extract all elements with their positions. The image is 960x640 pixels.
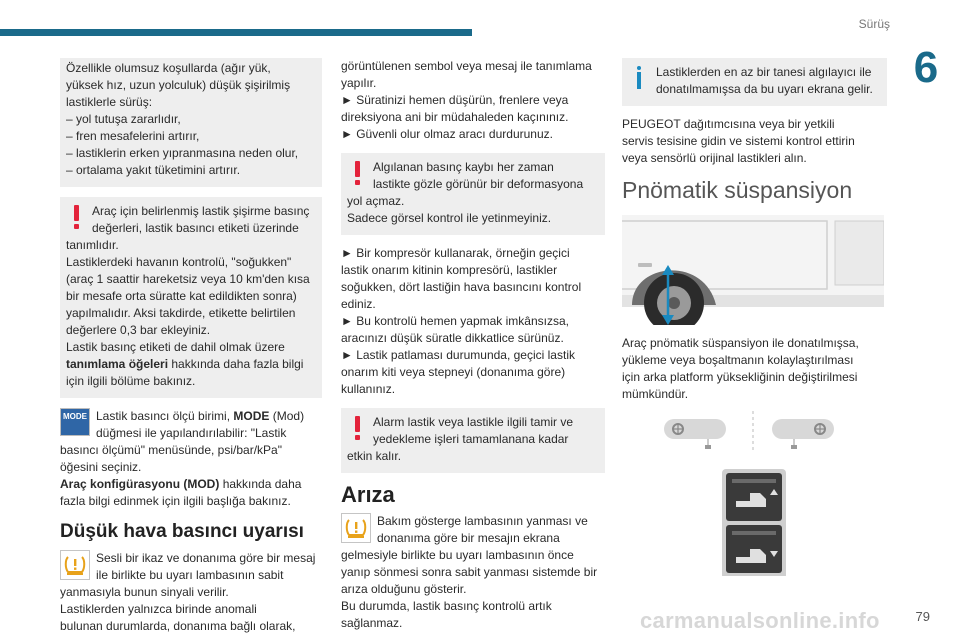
body-line: ediniz. <box>341 297 376 311</box>
bold-term: Araç konfigürasyonu (MOD) <box>60 477 220 491</box>
body-line: veya sensörlü orijinal lastikleri alın. <box>622 151 807 165</box>
body-line: ► Bu kontrolü hemen yapmak imkânsızsa, <box>341 314 569 328</box>
chapter-number: 6 <box>913 43 939 92</box>
body-line: Araç pnömatik süspansiyon ile donatılmışsa, <box>622 336 859 350</box>
body-line: Bu durumda, lastik basınç kontrolü artık <box>341 599 552 613</box>
raised-van-icon <box>664 419 726 449</box>
body-line: servis tesisine gidin ve sistemi kontrol ettirin <box>622 134 855 148</box>
warning-line: etkin kalır. <box>347 449 402 463</box>
info-line: Lastiklerden en az bir tanesi algılayıcı ile <box>656 65 872 79</box>
body-line: ile birlikte bu uyarı lambasının sabit <box>96 568 284 582</box>
suspension-control-diagram <box>622 411 884 576</box>
warning-box-alarm <box>341 408 605 473</box>
header-accent-bar <box>0 29 472 36</box>
bold-term: tanımlama öğeleri <box>66 357 169 371</box>
warning-line: değerlere 0,3 bar ekleyiniz. <box>66 323 211 337</box>
info-line: donatılmamışsa da bu uyarı ekrana gelir. <box>656 82 873 96</box>
tire-pressure-warning-icon <box>60 550 90 580</box>
body-line: PEUGEOT dağıtımcısına veya bir yetkili <box>622 117 835 131</box>
note-line: Özellikle olumsuz koşullarda (ağır yük, <box>66 61 271 75</box>
bold-term: MODE <box>233 409 270 423</box>
section-heading-low-pressure: Düşük hava basıncı uyarısı <box>60 521 304 542</box>
suspension-button-panel <box>722 469 786 576</box>
tire-pressure-warning-icon <box>341 513 371 543</box>
column-3 <box>622 58 887 576</box>
note-line: – ortalama yakıt tüketimini artırır. <box>66 163 241 177</box>
section-heading-pneumatic-suspension: Pnömatik süspansiyon <box>622 177 853 203</box>
mode-icon-label: MODE <box>63 412 87 421</box>
body-line: yanmasıyla bunun sinyali verilir. <box>60 585 229 599</box>
section-heading-fault: Arıza <box>341 482 395 507</box>
warning-line: Araç için belirlenmiş lastik şişirme basınç <box>92 204 310 218</box>
mode-line: öğesini seçiniz. <box>60 460 142 474</box>
note-line: yüksek hız, uzun yolculuk) düşük şişirilmiş <box>66 78 291 92</box>
body-line: bulunan durumlarda, donanıma bağlı olarak, <box>60 619 296 633</box>
warning-exclamation-icon <box>347 159 367 187</box>
lowered-van-icon <box>772 419 834 449</box>
warning-line: lastikte gözle görünür bir deformasyona <box>373 177 584 191</box>
body-line: gelmesiyle birlikte bu uyarı lambasının önce <box>341 548 574 562</box>
mode-line: düğmesi ile yapılandırılabilir: "Lastik <box>96 426 287 440</box>
warning-line: tanımlıdır. <box>66 238 119 252</box>
body-line: ► Güvenli olur olmaz aracı durdurunuz. <box>341 127 553 141</box>
body-line: sağlanmaz. <box>341 616 403 630</box>
body-line: mümkündür. <box>622 387 689 401</box>
warning-line: değerleri, lastik basıncı etiketi üzerinde <box>92 221 299 235</box>
body-line: donanıma göre bir mesajın ekrana <box>377 531 560 545</box>
note-line: lastiklerle sürüş: <box>66 95 153 109</box>
warning-line: (araç 1 saattir hareketsiz veya 10 km'den kısa <box>66 272 310 286</box>
warning-line: bir mesafe orta süratte kat edildikten sonra) <box>66 289 297 303</box>
warning-line: Alarm lastik veya lastikle ilgili tamir ve <box>373 415 574 429</box>
body-line: lastik onarım kitinin kompresörü, lastikler <box>341 263 558 277</box>
van-rear-wheel-illustration <box>622 215 884 325</box>
warning-box-pressure-label <box>60 197 322 398</box>
body-line: soğukken, dört lastiğin hava basıncını kontrol <box>341 280 582 294</box>
body-line: yükleme veya boşaltmanın kolaylaştırılması <box>622 353 854 367</box>
warning-line: için ilgili bölüme bakınız. <box>66 374 196 388</box>
mode-line: basıncı ölçümü" menüsünde, psi/bar/kPa" <box>60 443 282 457</box>
warning-exclamation-icon <box>66 203 86 231</box>
body-line: ► Lastik patlaması durumunda, geçici lastik <box>341 348 575 362</box>
section-label: Sürüş <box>858 17 890 31</box>
note-line: – yol tutuşa zararlıdır, <box>66 112 181 126</box>
warning-line <box>66 356 316 373</box>
fault-paragraph <box>341 513 605 632</box>
page-number: 79 <box>915 609 930 624</box>
warning-text: hakkında daha fazla bilgi <box>168 357 304 371</box>
body-line: ► Süratinizi hemen düşürün, frenlere veya <box>341 93 569 107</box>
note-line: – fren mesafelerini artırır, <box>66 129 200 143</box>
mode-text: (Mod) <box>269 409 305 423</box>
body-line: Sesli bir ikaz ve donanıma göre bir mesaj <box>96 551 316 565</box>
watermark: carmanualsonline.info <box>640 608 880 633</box>
info-icon <box>628 64 650 92</box>
mode-text: hakkında daha <box>219 477 302 491</box>
warning-line: yapılmalıdır. Aksi takdirde, etikette belirtilen <box>66 306 296 320</box>
warning-line: yedekleme işleri tamamlanana kadar <box>373 432 569 446</box>
body-line: kullanınız. <box>341 382 396 396</box>
warning-exclamation-icon <box>347 414 367 442</box>
info-box <box>622 58 887 106</box>
body-line: yapılır. <box>341 76 377 90</box>
body-line: için arka platform yüksekliğinin değiştirilmesi <box>622 370 858 384</box>
body-line: Lastiklerden yalnızca birinde anomali <box>60 602 257 616</box>
body-line: onarım kiti veya stepneyi (donanıma göre) <box>341 365 566 379</box>
column-2 <box>341 58 605 632</box>
body-line: yanıp sönmesi sonra sabit yanması sistemde bir <box>341 565 598 579</box>
mode-paragraph <box>60 408 322 510</box>
body-line: arıza olduğunu gösterir. <box>341 582 467 596</box>
warning-line: Sadece görsel kontrol ile yetinmeyiniz. <box>347 211 552 225</box>
warning-line: Lastik basınç etiketi de dahil olmak üzere <box>66 340 285 354</box>
body-line: direksiyona ani bir müdahaleden kaçınınız. <box>341 110 569 124</box>
mode-line <box>60 408 322 425</box>
mode-line <box>60 476 322 493</box>
warning-line: yol açmaz. <box>347 194 405 208</box>
body-line: ► Bir kompresör kullanarak, örneğin geçici <box>341 246 570 260</box>
mode-line: fazla bilgi edinmek için ilgili başlığa bakınız. <box>60 494 291 508</box>
body-line: görüntülenen sembol veya mesaj ile tanımlama <box>341 59 592 73</box>
body-line: aracınızı düşük süratle dikkatlice sürünüz. <box>341 331 564 345</box>
warning-line: Algılanan basınç kaybı her zaman <box>373 160 554 174</box>
low-pressure-paragraph <box>60 550 322 635</box>
note-line: – lastiklerin erken yıpranmasına neden olur, <box>66 146 299 160</box>
body-line: Bakım gösterge lambasının yanması ve <box>377 514 588 528</box>
column-1 <box>60 58 322 635</box>
note-box <box>60 58 322 187</box>
warning-line: Lastiklerdeki havanın kontrolü, "soğukken" <box>66 255 292 269</box>
mode-button-icon <box>60 408 90 436</box>
mode-text: Lastik basıncı ölçü birimi, <box>96 409 234 423</box>
warning-box-deformation <box>341 153 605 235</box>
